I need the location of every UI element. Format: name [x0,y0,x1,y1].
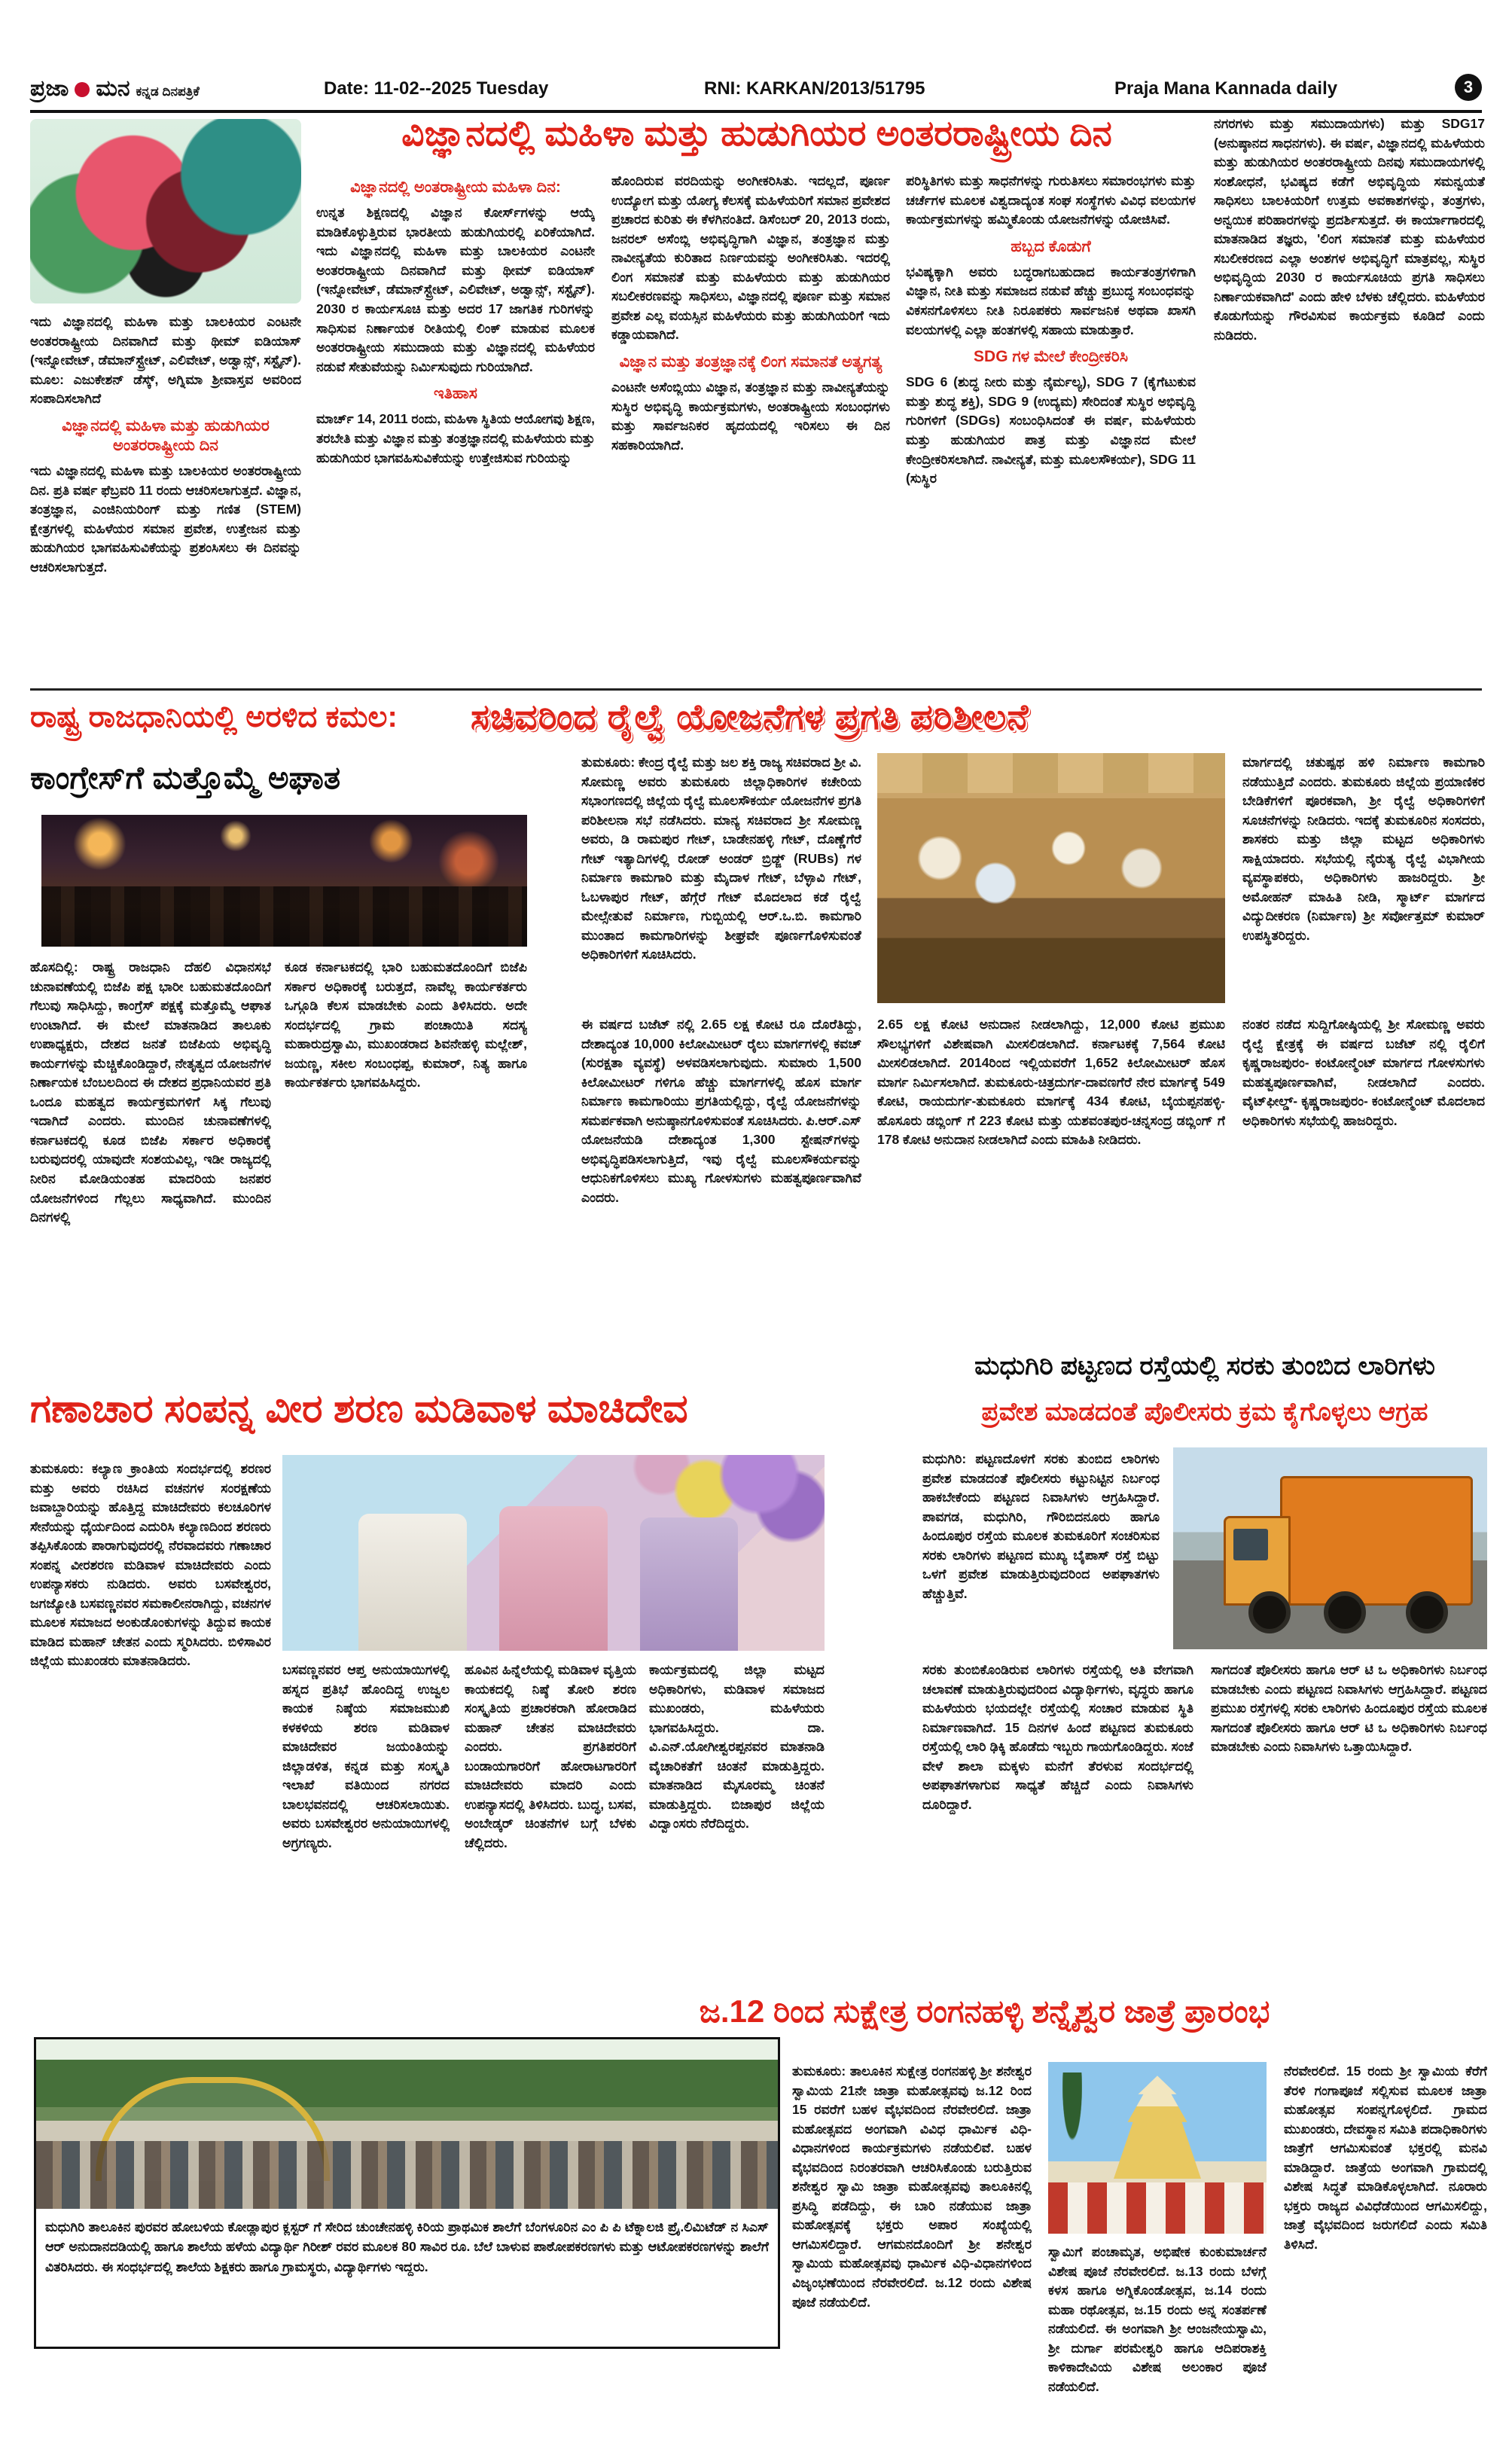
science-col4-subhead1: ಹಬ್ಬದ ಕೊಡುಗೆ [1011,237,1091,255]
science-headline: ವಿಜ್ಞಾನದಲ್ಲಿ ಮಹಿಳಾ ಮತ್ತು ಹುಡುಗಿಯರ ಅಂತರರಾಷ್ಟ್ರೀಯ ದಿನ [401,113,1112,153]
madivala-event-photo [282,1455,825,1651]
science-col4-subhead2: SDG ಗಳ ಮೇಲೆ ಕೇಂದ್ರೀಕರಿಸಿ [974,348,1128,366]
temple-gopuram [1114,2076,1201,2179]
lorry-col3-p: ಸಾಗದಂತೆ ಪೊಲೀಸರು ಹಾಗೂ ಆರ್ ಟಿ ಒ ಅಧಿಕಾರಿಗಳು ನಿರ್ಬಂಧ ಮಾಡಬೇಕು ಎಂದು ಪಟ್ಟಣದ ನಿವಾಸಿಗಳು ಆಗ್ರಹಿಸಿದ್ದಾರೆ. ಪಟ್ಟಣದ ಪ್ರಮುಖ ರಸ್ತೆಗಳಲ್ಲಿ ಸರಕು ಲಾರಿಗಳು ಹಿಂದೂಪುರ ರಸ್ತೆಯ ಮೂಲಕ ಸಾಗದಂತೆ ಪೊಲೀಸರು ಹಾಗೂ ಆರ್ ಟಿ ಒ ಅಧಿಕಾರಿಗಳು ನಿರ್ಬಂಧ ಮಾಡಬೇಕು ಎಂದು ನಿವಾಸಿಗಳು ಒತ್ತಾಯಿಸಿದ್ದಾರೆ. [1211,1662,1487,1755]
masthead [30,72,1482,105]
science-col2 [316,172,595,682]
railway-col2 [581,1015,861,1310]
truck-wheel-mid [1324,1591,1366,1633]
jatra-temple-photo [1048,2062,1267,2234]
science-col2-p2: ಮಾರ್ಚ್ 14, 2011 ರಂದು, ಮಹಿಳಾ ಸ್ಥಿತಿಯ ಆಯೋಗವು ಶಿಕ್ಷಣ, ತರಬೇತಿ ಮತ್ತು ವಿಜ್ಞಾನ ಮತ್ತು ತಂತ್ರಜ್ಞಾನದಲ್ಲಿ ಮಹಿಳೆಯರು ಮತ್ತು ಹುಡುಗಿಯರ ಭಾಗವಹಿಸುವಿಕೆಯನ್ನು ಉತ್ತೇಜಿಸುವ ಗುರಿಯನ್ನು [316,411,595,465]
rni-number: RNI: KARKAN/2013/51795 [704,78,925,99]
issue-date: Date: 11-02--2025 Tuesday [324,78,549,99]
lorry-truck-photo [1173,1447,1487,1649]
logo-text-2: ಮನ [96,76,130,101]
jatra-headline: ಜ.12 ರಿಂದ ಸುಕ್ಷೇತ್ರ ರಂಗನಹಳ್ಳಿ ಶನ್ನೈಶ್ವರ ಜಾತ್ರೆ ಪ್ರಾರಂಭ [699,1993,1270,2029]
madivala-col1 [30,1459,271,1981]
science-col1-subhead: ವಿಜ್ಞಾನದಲ್ಲಿ ಮಹಿಳಾ ಮತ್ತು ಹುಡುಗಿಯರ ಅಂತರರಾಷ್ಟ್ರೀಯ ದಿನ [62,416,270,454]
woman-lavender-sari-figure [640,1517,738,1651]
railway-col3-p: 2.65 ಲಕ್ಷ ಕೋಟಿ ಅನುದಾನ ನೀಡಲಾಗಿದ್ದು, 12,000 ಕೋಟಿ ಪ್ರಮುಖ ಸೌಲಭ್ಯಗಳಿಗೆ ವಿಶೇಷವಾಗಿ ಮೀಸಲಿಡಲಾಗಿದೆ. ಕರ್ನಾಟಕಕ್ಕೆ 7,564 ಕೋಟಿ ಮೀಸಲಿಡಲಾಗಿದೆ. 2014ರಿಂದ ಇಲ್ಲಿಯವರೆಗೆ 1,652 ಕಿಲೋಮೀಟರ್ ಹೊಸ ಮಾರ್ಗ ನಿರ್ಮಿಸಲಾಗಿದೆ. ತುಮಕೂರು-ಚಿತ್ರದುರ್ಗ-ದಾವಣಗೆರೆ ನೇರ ಮಾರ್ಗಕ್ಕೆ 549 ಕೋಟಿ, ರಾಯದುರ್ಗ-ತುಮಕೂರು ಮಾರ್ಗಕ್ಕೆ 434 ಕೋಟಿ, ಬೈಯಪ್ಪನಹಳ್ಳಿ-ಹೊಸೂರು ಡಬ್ಲಿಂಗ್ ಗೆ 223 ಕೋಟಿ ಮತ್ತು ಯಶವಂತಪುರ-ಚನ್ನಸಂದ್ರ ಡಬ್ಲಿಂಗ್ ಗೆ 178 ಕೋಟಿ ಅನುದಾನ ನೀಡಲಾಗಿದೆ ಎಂದು ಮಾಹಿತಿ ನೀಡಿದರು. [877,1017,1225,1148]
school-donation-box [34,2037,780,2349]
congress-headline-black: ಕಾಂಗ್ರೇಸ್‌ಗೆ ಮತ್ತೊಮ್ಮೆ ಅಘಾತ [30,760,341,795]
science-col4-p1: ಪರಿಸ್ಥಿತಿಗಳು ಮತ್ತು ಸಾಧನೆಗಳನ್ನು ಗುರುತಿಸಲು ಸಮಾರಂಭಗಳು ಮತ್ತು ಚರ್ಚೆಗಳ ಮೂಲಕ ವಿಶ್ವದಾದ್ಯಂತ ಸಂಘ ಸಂಸ್ಥೆಗಳು ವಿವಿಧ ವಲಯಗಳ ಕಾರ್ಯಕ್ರಮಗಳನ್ನು ಹಮ್ಮಿಕೊಂಡು ಯೋಜನೆಗಳನ್ನು ಯೋಜಿಸಿವೆ. [906,173,1196,227]
woman-pink-sari-figure [499,1506,608,1651]
science-col3-subhead: ವಿಜ್ಞಾನ ಮತ್ತು ತಂತ್ರಜ್ಞಾನಕ್ಕೆ ಲಿಂಗ ಸಮಾನತೆ ಅತ್ಯಗತ್ಯ [619,352,883,371]
madivala-colB-p: ಬಸವಣ್ಣನವರ ಆಪ್ತ ಅನುಯಾಯಿಗಳಲ್ಲಿ ಹಸ್ನದ ಪ್ರತಿಭೆ ಹೊಂದಿದ್ದ ಉಜ್ವಲ ಕಾಯಕ ನಿಷ್ಠೆಯ ಸಮಾಜಮುಖಿ ಕಳಕಳಿಯ ಶರಣ ಮಡಿವಾಳ ಮಾಚಿದೇವರ ಜಯಂತಿಯನ್ನು ಜಿಲ್ಲಾಡಳಿತ, ಕನ್ನಡ ಮತ್ತು ಸಂಸ್ಕೃತಿ ಇಲಾಖೆ ವತಿಯಿಂದ ನಗರದ ಬಾಲಭವನದಲ್ಲಿ ಆಚರಿಸಲಾಯಿತು. ಅವರು ಬಸವೇಶ್ವರರ ಅನುಯಾಯಿಗಳಲ್ಲಿ ಅಗ್ರಗಣ್ಯರು. [282,1662,450,1850]
congress-headline-red: ರಾಷ್ಟ್ರ ರಾಜಧಾನಿಯಲ್ಲಿ ಅರಳಿದ ಕಮಲ: [30,700,398,734]
science-col1 [30,313,301,682]
science-col4 [906,172,1196,682]
science-col1-p1: ಇದು ವಿಜ್ಞಾನದಲ್ಲಿ ಮಹಿಳಾ ಮತ್ತು ಬಾಲಕಿಯರ ಎಂಟನೇ ಅಂತರರಾಷ್ಟ್ರೀಯ ದಿನವಾಗಿದೆ ಮತ್ತು ಥೀಮ್ ಐಡಿಯಾಸ್ (ಇನ್ನೋವೇಟ್, ಡೆಮಾನ್‌ಸ್ಟ್ರೇಟ್, ಎಲಿವೇಟ್, ಅಡ್ವಾನ್ಸ್, ಸಸ್ಟೈನ್). ಮೂಲ: ಎಜುಕೇಶನ್ ಡೆಸ್ಕ್, ಅಗ್ನಿಮಾ ಶ್ರೀವಾಸ್ತವ ಅವರಿಂದ ಸಂಪಾದಿಸಲಾಗಿದೆ [30,314,301,407]
jatra-col2 [1048,2243,1267,2423]
madivala-headline: ಗಣಾಚಾರ ಸಂಪನ್ನ ವೀರ ಶರಣ ಮಡಿವಾಳ ಮಾಚಿದೇವ [30,1387,688,1431]
truck-cab [1224,1516,1291,1606]
logo-tagline: ಕನ್ನಡ ದಿನಪತ್ರಿಕೆ [136,84,200,99]
school-people-row [36,2141,778,2209]
lorry-col1 [922,1450,1160,1652]
truck-wheel-rear [1406,1591,1448,1633]
science-day-illustration [30,119,301,303]
lorry-col1-p: ಮಧುಗಿರಿ: ಪಟ್ಟಣದೊಳಗೆ ಸರಕು ತುಂಬಿದ ಲಾರಿಗಳು ಪ್ರವೇಶ ಮಾಡದಂತೆ ಪೊಲೀಸರು ಕಟ್ಟುನಿಟ್ಟಿನ ನಿರ್ಬಂಧ ಹಾಕಬೇಕೆಂದು ಪಟ್ಟಣದ ನಿವಾಸಿಗಳು ಆಗ್ರಹಿಸಿದ್ದಾರೆ. ಪಾವಗಡ, ಮಧುಗಿರಿ, ಗೌರಿಬಿದನೂರು ಹಾಗೂ ಹಿಂದೂಪುರ ರಸ್ತೆಯ ಮೂಲಕ ತುಮಕೂರಿಗೆ ಸಂಚರಿಸುವ ಸರಕು ಲಾರಿಗಳು ಪಟ್ಟಣದ ಮುಖ್ಯ ಬೈಪಾಸ್ ರಸ್ತೆ ಬಿಟ್ಟು ಒಳಗೆ ಪ್ರವೇಶ ಮಾಡುತ್ತಿರುವುದರಿಂದ ಅಪಘಾತಗಳು ಹೆಚ್ಚುತ್ತಿವೆ. [922,1451,1160,1601]
congress-col1-p: ಹೊಸದಿಲ್ಲಿ: ರಾಷ್ಟ್ರ ರಾಜಧಾನಿ ದೆಹಲಿ ವಿಧಾನಸಭೆ ಚುನಾವಣೆಯಲ್ಲಿ ಬಿಜೆಪಿ ಪಕ್ಷ ಭಾರೀ ಬಹುಮತದೊಂದಿಗೆ ಗೆಲುವು ಸಾಧಿಸಿದ್ದು, ಕಾಂಗ್ರೆಸ್ ಪಕ್ಷಕ್ಕೆ ಮತ್ತೊಮ್ಮೆ ಆಘಾತ ಉಂಟಾಗಿದೆ. ಈ ಮೇಲೆ ಮಾತನಾಡಿದ ತಾಲೂಕು ಉಪಾಧ್ಯಕ್ಷರು, ದೇಶದ ಜನತೆ ಬಿಜೆಪಿಯ ಅಭಿವೃದ್ಧಿ ಕಾರ್ಯಗಳನ್ನು ಮೆಚ್ಚಿಕೊಂಡಿದ್ದಾರೆ, ನೇತೃತ್ವದ ಯೋಜನೆಗಳ ನಿರ್ಣಾಯಕ ಬೆಂಬಲದಿಂದ ಈ ದೇಶದ ಪ್ರಧಾನಿಯವರ ಪ್ರತಿ ಒಂದೂ ಮಹತ್ವದ ಕಾರ್ಯಕ್ರಮಗಳಿಗೆ ಸಿಕ್ಕ ಗೆಲುವು ಇದಾಗಿದೆ ಎಂದರು. ಮುಂದಿನ ಚುನಾವಣೆಗಳಲ್ಲಿ ಕರ್ನಾಟಕದಲ್ಲಿ ಕೂಡ ಬಿಜೆಪಿ ಸರ್ಕಾರ ಅಧಿಕಾರಕ್ಕೆ ಬರುವುದರಲ್ಲಿ ಯಾವುದೇ ಸಂಶಯವಿಲ್ಲ, ಇಡೀ ರಾಜ್ಯದಲ್ಲಿ ನೀರಿನ ಮೋಡಿಯಂತಹ ಮಾದರಿಯ ಜನಪರ ಯೋಜನೆಗಳಿಂದ ಗೆಲ್ಲಲು ಸಾಧ್ಯವಾಗಿದೆ. ಮುಂದಿನ ದಿನಗಳಲ್ಲಿ [30,959,271,1225]
daily-name: Praja Mana Kannada daily [1114,78,1338,99]
congress-col2 [285,958,527,1310]
temple-striped-wall [1048,2182,1267,2234]
science-col5 [1214,114,1485,682]
jatra-col2-p: ಸ್ವಾಮಿಗೆ ಪಂಚಾಮೃತ, ಅಭಿಷೇಕ ಕುಂಕುಮಾರ್ಚನೆ ವಿಶೇಷ ಪೂಜೆ ನೆರವೇರಲಿದೆ. ಜ.13 ರಂದು ಬೆಳಗ್ಗೆ ಕಳಸ ಹಾಗೂ ಅಗ್ನಿಕೊಂಡೋತ್ಸವ, ಜ.14 ರಂದು ಮಹಾ ರಥೋತ್ಸವ, ಜ.15 ರಂದು ಅನ್ನ ಸಂತರ್ಪಣೆ ನಡೆಯಲಿದೆ. ಈ ಅಂಗವಾಗಿ ಶ್ರೀ ಆಂಜನೇಯಸ್ವಾಮಿ, ಶ್ರೀ ದುರ್ಗಾ ಪರಮೇಶ್ವರಿ ಹಾಗೂ ಆದಿಪರಾಶಕ್ತಿ ಕಾಳಿಕಾದೇವಿಯ ವಿಶೇಷ ಅಲಂಕಾರ ಪೂಜೆ ನಡೆಯಲಿದೆ. [1048,2244,1267,2394]
madivala-colB [282,1661,450,1981]
railway-col2-p: ಈ ವರ್ಷದ ಬಜೆಟ್ ನಲ್ಲಿ 2.65 ಲಕ್ಷ ಕೋಟಿ ರೂ ದೊರೆತಿದ್ದು, ದೇಶಾದ್ಯಂತ 10,000 ಕಿಲೋಮೀಟರ್ ರೈಲು ಮಾರ್ಗಗಳಲ್ಲಿ ಕವಚ್ (ಸುರಕ್ಷತಾ ವ್ಯವಸ್ಥೆ) ಅಳವಡಿಸಲಾಗುವುದು. ಸುಮಾರು 1,500 ಕಿಲೋಮೀಟರ್ ಗಳಿಗೂ ಹೆಚ್ಚು ಮಾರ್ಗಗಳಲ್ಲಿ ಹೊಸ ಮಾರ್ಗ ನಿರ್ಮಾಣ ಕಾಮಗಾರಿಯು ಪ್ರಗತಿಯಲ್ಲಿದ್ದು, ರೈಲ್ವೆ ಯೋಜನೆಗಳನ್ನು ಸಮರ್ಪಕವಾಗಿ ಅನುಷ್ಠಾನಗೊಳಿಸುವಂತೆ ಸೂಚಿಸಿದರು. ಪಿ.ಆರ್.ಎಸ್ ಯೋಜನೆಯಡಿ ದೇಶಾದ್ಯಂತ 1,300 ಸ್ಟೇಷನ್‌ಗಳನ್ನು ಅಭಿವೃದ್ಧಿಪಡಿಸಲಾಗುತ್ತಿದೆ, ಇವು ರೈಲ್ವೆ ಮೂಲಸೌಕರ್ಯವನ್ನು ಆಧುನಿಕಗೊಳಿಸಲು ಮುಖ್ಯ ಗೋಳಸುಗಳು ಮಹತ್ವಪೂರ್ಣವಾಗಿವೆ ಎಂದರು. [581,1017,861,1205]
jatra-col1 [792,2062,1032,2422]
page-number-badge: 3 [1455,74,1482,101]
lorry-col2-p: ಸರಕು ತುಂಬಿಕೊಂಡಿರುವ ಲಾರಿಗಳು ರಸ್ತೆಯಲ್ಲಿ ಅತಿ ವೇಗವಾಗಿ ಚಲಾವಣೆ ಮಾಡುತ್ತಿರುವುದರಿಂದ ವಿದ್ಯಾರ್ಥಿಗಳು, ವೃದ್ಧರು ಹಾಗೂ ಮಹಿಳೆಯರು ಭಯದಲ್ಲೇ ರಸ್ತೆಯಲ್ಲಿ ಸಂಚಾರ ಮಾಡುವ ಸ್ಥಿತಿ ನಿರ್ಮಾಣವಾಗಿದೆ. 15 ದಿನಗಳ ಹಿಂದೆ ಪಟ್ಟಣದ ತುಮಕೂರು ರಸ್ತೆಯಲ್ಲಿ ಲಾರಿ ಢಿಕ್ಕಿ ಹೊಡೆದು ಇಬ್ಬರು ಗಾಯಗೊಂಡಿದ್ದರು. ಸಂಜೆ ವೇಳೆ ಶಾಲಾ ಮಕ್ಕಳು ಮನೆಗೆ ತೆರಳುವ ಸಂದರ್ಭದಲ್ಲಿ ಅಪಘಾತಗಳಾಗುವ ಸಾಧ್ಯತೆ ಹೆಚ್ಚಿದೆ ಎಂದು ನಿವಾಸಿಗಳು ದೂರಿದ್ದಾರೆ. [922,1662,1193,1812]
science-col2-subhead2: ಇತಿಹಾಸ [434,385,477,403]
jatra-col3-p: ನೆರವೇರಲಿದೆ. 15 ರಂದು ಶ್ರೀ ಸ್ವಾಮಿಯ ಕೆರೆಗೆ ತೆರಳಿ ಗಂಗಾಪೂಜೆ ಸಲ್ಲಿಸುವ ಮೂಲಕ ಜಾತ್ರಾ ಮಹೋತ್ಸವ ಸಂಪನ್ನಗೊಳ್ಳಲಿದೆ. ಗ್ರಾಮದ ಮುಖಂಡರು, ದೇವಸ್ಥಾನ ಸಮಿತಿ ಪದಾಧಿಕಾರಿಗಳು ಜಾತ್ರೆಗೆ ಆಗಮಿಸುವಂತೆ ಭಕ್ತರಲ್ಲಿ ಮನವಿ ಮಾಡಿದ್ದಾರೆ. ಜಾತ್ರೆಯ ಅಂಗವಾಗಿ ಗ್ರಾಮದಲ್ಲಿ ವಿಶೇಷ ಸಿದ್ಧತೆ ಮಾಡಿಕೊಳ್ಳಲಾಗಿದೆ. ನೂರಾರು ಭಕ್ತರು ರಾಜ್ಯದ ವಿವಿಧೆಡೆಯಿಂದ ಆಗಮಿಸಲಿದ್ದು, ಜಾತ್ರೆ ವೈಭವದಿಂದ ಜರುಗಲಿದೆ ಎಂದು ಸಮಿತಿ ತಿಳಿಸಿದೆ. [1284,2063,1487,2252]
railway-col4-p: ಮಾರ್ಗದಲ್ಲಿ ಚತುಷ್ಪಥ ಹಳಿ ನಿರ್ಮಾಣ ಕಾಮಗಾರಿ ನಡೆಯುತ್ತಿದೆ ಎಂದರು. ತುಮಕೂರು ಜಿಲ್ಲೆಯ ಪ್ರಯಾಣಿಕರ ಬೇಡಿಕೆಗಳಿಗೆ ಪೂರಕವಾಗಿ, ಶ್ರೀ ರೈಲ್ವೆ ಅಧಿಕಾರಿಗಳಿಗೆ ಸೂಚನೆಗಳನ್ನು ನೀಡಿದರು. ಇದಕ್ಕೆ ತುಮಕೂರಿನ ಸಂಸದರು, ಶಾಸಕರು ಮತ್ತು ಜಿಲ್ಲಾ ಮಟ್ಟದ ಅಧಿಕಾರಿಗಳು ಸಾಕ್ಷಿಯಾದರು. ಸಭೆಯಲ್ಲಿ ನೈರುತ್ಯ ರೈಲ್ವೆ ವಿಭಾಗೀಯ ವ್ಯವಸ್ಥಾಪಕರು, ಅಧಿಕಾರಿಗಳು ಹಾಜರಿದ್ದರು. ಶ್ರೀ ಅಮೋಹನ್ ಮಾಹಿತಿ ನೀಡಿ, ಸ್ಮಾರ್ಟ್ ಮಾರ್ಗದ ವಿದ್ಯುದೀಕರಣ (ನಿರ್ಮಾಣ) ಶ್ರೀ ಸರ್ವೋತ್ತಮ್ ಕುಮಾರ್ ಉಪಸ್ಥಿತರಿದ್ದರು. [1242,755,1485,943]
congress-crowd-photo [41,815,527,947]
school-photo-caption: ಮಧುಗಿರಿ ತಾಲೂಕಿನ ಪುರವರ ಹೋಬಳಿಯ ಕೋಡ್ಲಾಪುರ ಕ್ಲಸ್ಟರ್ ಗೆ ಸೇರಿದ ಚುಂಚೇನಹಳ್ಳಿ ಕಿರಿಯ ಪ್ರಾಥಮಿಕ ಶಾಲೆಗೆ ಬೆಂಗಳೂರಿನ ಎಂ ಪಿ ಪಿ ಟೆಕ್ನಾಲಜಿ ಪ್ರೈ.ಲಿಮಿಟೆಡ್ ನ ಸಿಎಸ್ ಆರ್ ಅನುದಾನದಡಿಯಲ್ಲಿ ಹಾಗೂ ಶಾಲೆಯ ಹಳೆಯ ವಿದ್ಯಾರ್ಥಿ ಗಿರೀಶ್ ರವರ ಮೂಲಕ 80 ಸಾವಿರ ರೂ. ಬೆಲೆ ಬಾಳುವ ಪಾಠೋಪಕರಣಗಳು ಮತ್ತು ಆಟೋಪಕರಣಗಳನ್ನು ಶಾಲೆಗೆ ವಿತರಿಸಿದರು. ಈ ಸಂಧರ್ಭದಲ್ಲಿ ಶಾಲೆಯ ಶಿಕ್ಷಕರು ಹಾಗೂ ಗ್ರಾಮಸ್ಥರು, ವಿದ್ಯಾರ್ಥಿಗಳು ಇದ್ದರು. [45,2219,769,2274]
lorry-col2 [922,1661,1193,1981]
science-col2-subhead1: ವಿಜ್ಞಾನದಲ್ಲಿ ಅಂತರಾಷ್ಟ್ರೀಯ ಮಹಿಳಾ ದಿನ: [350,178,561,196]
congress-col1 [30,958,271,1310]
madivala-colD [649,1661,825,1981]
newspaper-logo [30,76,200,102]
section-divider-1 [30,688,1482,691]
railway-col5 [1242,1015,1485,1310]
madivala-colC-p: ಹೂವಿನ ಹಿನ್ನೆಲೆಯಲ್ಲಿ ಮಡಿವಾಳ ವೃತ್ತಿಯ ಕಾಯಕದಲ್ಲಿ ನಿಷ್ಠೆ ತೋರಿ ಶರಣ ಸಂಸ್ಕೃತಿಯ ಪ್ರಚಾರಕರಾಗಿ ಹೋರಾಡಿದ ಮಹಾನ್ ಚೇತನ ಮಾಚಿದೇವರು ಎಂದರು. ಪ್ರಗತಿಪರರಿಗೆ ಬಂಡಾಯಗಾರರಿಗೆ ಹೋರಾಟಗಾರರಿಗೆ ಮಾಚಿದೇವರು ಮಾದರಿ ಎಂದು ಉಪನ್ಯಾಸದಲ್ಲಿ ತಿಳಿಸಿದರು. ಬುದ್ಧ, ಬಸವ, ಅಂಬೇಡ್ಕರ್ ಚಿಂತನೆಗಳ ಬಗ್ಗೆ ಬೆಳಕು ಚೆಲ್ಲಿದರು. [465,1662,636,1850]
railway-col1-p: ತುಮಕೂರು: ಕೇಂದ್ರ ರೈಲ್ವೆ ಮತ್ತು ಜಲ ಶಕ್ತಿ ರಾಜ್ಯ ಸಚಿವರಾದ ಶ್ರೀ ವಿ. ಸೋಮಣ್ಣ ಅವರು ತುಮಕೂರು ಜಿಲ್ಲಾಧಿಕಾರಿಗಳ ಕಚೇರಿಯ ಸಭಾಂಗಣದಲ್ಲಿ ಜಿಲ್ಲೆಯ ರೈಲ್ವೆ ಮೂಲಸೌಕರ್ಯ ಯೋಜನೆಗಳ ಪ್ರಗತಿ ಪರಿಶೀಲನಾ ಸಭೆ ನಡೆಸಿದರು. ಮಾನ್ಯ ಸಚಿವರಾದ ಶ್ರೀ ಸೋಮಣ್ಣ ಅವರು, ಡಿ ರಾಮಪುರ ಗೇಟ್, ಬಾಡೇನಹಳ್ಳಿ ಗೇಟ್, ದೊಣ್ಣೆಗೆರೆ ಗೇಟ್ ಇತ್ಯಾದಿಗಳಲ್ಲಿ ರೋಡ್ ಅಂಡರ್ ಬ್ರಿಡ್ಜ್ (RUBs) ಗಳ ನಿರ್ಮಾಣ ಕಾಮಗಾರಿ ಮತ್ತು ಮೈದಾಳ ಗೇಟ್, ಬೆಳ್ಳಾವಿ ಗೇಟ್, ಓಬಳಾಪುರ ಗೇಟ್, ಹೆಗ್ಗೆರೆ ಗೇಟ್ ಮೊದಲಾದ ಕಡೆ ರೈಲ್ವೆ ಮೇಲ್ಸೇತುವೆ ನಿರ್ಮಾಣ, ಗುಬ್ಬಿಯಲ್ಲಿ ಆರ್.ಒ.ಬಿ. ಕಾಮಗಾರಿ ಮುಂತಾದ ಕಾಮಗಾರಿಗಳನ್ನು ಶೀಘ್ರವೇ ಪೂರ್ಣಗೊಳಿಸುವಂತೆ ಅಧಿಕಾರಿಗಳಿಗೆ ಸೂಚಿಸಿದರು. [581,755,861,962]
railway-col4 [1242,753,1485,1003]
lorry-headline: ಮಧುಗಿರಿ ಪಟ್ಟಣದ ರಸ್ತೆಯಲ್ಲಿ ಸರಕು ತುಂಬಿದ ಲಾರಿಗಳು [974,1351,1435,1380]
school-donation-photo [36,2039,778,2209]
truck-cargo-body [1280,1476,1473,1606]
railway-col1 [581,753,861,1003]
railway-headline: ಸಚಿವರಿಂದ ರೈಲ್ವೆ ಯೋಜನೆಗಳ ಪ್ರಗತಿ ಪರಿಶೀಲನೆ [471,697,1029,737]
jatra-col1-p: ತುಮಕೂರು: ತಾಲೂಕಿನ ಸುಕ್ಷೇತ್ರ ರಂಗನಹಳ್ಳಿ ಶ್ರೀ ಶನೇಶ್ವರ ಸ್ವಾಮಿಯ 21ನೇ ಜಾತ್ರಾ ಮಹೋತ್ಸವವು ಜ.12 ರಿಂದ 15 ರವರೆಗೆ ಬಹಳ ವೈಭವದಿಂದ ನೆರವೇರಲಿದೆ. ಜಾತ್ರಾ ಮಹೋತ್ಸವದ ಅಂಗವಾಗಿ ವಿವಿಧ ಧಾರ್ಮಿಕ ವಿಧಿ-ವಿಧಾನಗಳಿಂದ ಕಾರ್ಯಕ್ರಮಗಳು ನಡೆಯಲಿವೆ. ಬಹಳ ವೈಭವದಿಂದ ನಿರಂತರವಾಗಿ ಆಚರಿಸಿಕೊಂಡು ಬರುತ್ತಿರುವ ಶನೇಶ್ವರ ಸ್ವಾಮಿ ಜಾತ್ರಾ ಮಹೋತ್ಸವವು ತಾಲೂಕಿನಲ್ಲಿ ಪ್ರಸಿದ್ಧಿ ಪಡೆದಿದ್ದು, ಈ ಬಾರಿ ನಡೆಯುವ ಜಾತ್ರಾ ಮಹೋತ್ಸವಕ್ಕೆ ಭಕ್ತರು ಅಪಾರ ಸಂಖ್ಯೆಯಲ್ಲಿ ಆಗಮಿಸಲಿದ್ದಾರೆ. ಆಗಮನದೊಂದಿಗೆ ಶ್ರೀ ಶನೇಶ್ವರ ಸ್ವಾಮಿಯ ಮಹೋತ್ಸವವು ಧಾರ್ಮಿಕ ವಿಧಿ-ವಿಧಾನಗಳಿಂದ ವಿಜೃಂಭಣೆಯಿಂದ ನೆರವೇರಲಿದೆ. ಜ.12 ರಂದು ವಿಶೇಷ ಪೂಜೆ ನಡೆಯಲಿದೆ. [792,2063,1032,2310]
woman-white-sari-figure [358,1514,467,1651]
railway-col3 [877,1015,1225,1310]
palm-tree [1053,2073,1092,2193]
lorry-col3 [1211,1661,1487,1981]
lorry-subhead: ಪ್ರವೇಶ ಮಾಡದಂತೆ ಪೊಲೀಸರು ಕ್ರಮ ಕೈಗೊಳ್ಳಲು ಆಗ್ರಹ [981,1398,1428,1426]
logo-dot-icon [75,82,90,97]
logo-text-1: ಪ್ರಜಾ [30,76,69,101]
madivala-colD-p: ಕಾರ್ಯಕ್ರಮದಲ್ಲಿ ಜಿಲ್ಲಾ ಮಟ್ಟದ ಅಧಿಕಾರಿಗಳು, ಮಡಿವಾಳ ಸಮಾಜದ ಮುಖಂಡರು, ಮಹಿಳೆಯರು ಭಾಗವಹಿಸಿದ್ದರು. ದಾ. ವಿ.ಎನ್.ಯೋಗೀಶ್ವರಪ್ಪನವರ ಮಾತನಾಡಿ ವೈಚಾರಿಕತೆಗೆ ಚಿಂತನೆ ಮಾಡುತ್ತಿದ್ದರು. ಮಾತನಾಡಿದ ಮೈಸೂರಮ್ಮ ಚಿಂತನೆ ಮಾಡುತ್ತಿದ್ದರು. ಬಿಜಾಪುರ ಜಿಲ್ಲೆಯ ವಿದ್ವಾಂಸರು ನೆರೆದಿದ್ದರು. [649,1662,825,1832]
science-col2-p1: ಉನ್ನತ ಶಿಕ್ಷಣದಲ್ಲಿ ವಿಜ್ಞಾನ ಕೋರ್ಸ್‌ಗಳನ್ನು ಆಯ್ಕೆ ಮಾಡಿಕೊಳ್ಳುತ್ತಿರುವ ಭಾರತೀಯ ಹುಡುಗಿಯರಲ್ಲಿ ಏರಿಕೆಯಾಗಿದೆ. ಇದು ವಿಜ್ಞಾನದಲ್ಲಿ ಮಹಿಳಾ ಮತ್ತು ಬಾಲಕಿಯರ ಎಂಟನೇ ಅಂತರರಾಷ್ಟ್ರೀಯ ದಿನವಾಗಿದೆ ಮತ್ತು ಥೀಮ್ ಐಡಿಯಾಸ್ (ಇನ್ನೋವೇಟ್, ಡೆಮಾನ್‌ಸ್ಟ್ರೇಟ್, ಎಲಿವೇಟ್, ಅಡ್ವಾನ್ಸ್, ಸಸ್ಟೈನ್). 2030 ರ ಕಾರ್ಯಸೂಚಿ ಮತ್ತು ಅದರ 17 ಜಾಗತಿಕ ಗುರಿಗಳನ್ನು ಸಾಧಿಸುವ ನಿರ್ಣಾಯಕ ರೀತಿಯಲ್ಲಿ ಲಿಂಕ್ ಮಾಡುವ ಮೂಲಕ ಅಂತರರಾಷ್ಟ್ರೀಯ ಸಮುದಾಯ ಮತ್ತು ವಿಜ್ಞಾನದಲ್ಲಿ ಮಹಿಳೆಯರ ನಡುವೆ ಸೇತುವೆಯನ್ನು ನಿರ್ಮಿಸುವುದು ಗುರಿಯಾಗಿದೆ. [316,205,595,374]
science-col3-p2: ಎಂಟನೇ ಅಸೆಂಬ್ಲಿಯು ವಿಜ್ಞಾನ, ತಂತ್ರಜ್ಞಾನ ಮತ್ತು ನಾವೀನ್ಯತೆಯನ್ನು ಸುಸ್ಥಿರ ಅಭಿವೃದ್ಧಿ ಕಾರ್ಯಕ್ರಮಗಳು, ಅಂತರಾಷ್ಟ್ರೀಯ ಸಂಬಂಧಗಳು ಮತ್ತು ಸಾರ್ವಜನಿಕರ ಹೃದಯದಲ್ಲಿ ಇರಿಸಲು ಈ ದಿನ ಸಹಕಾರಿಯಾಗಿದೆ. [611,380,890,453]
truck-wheel-front [1248,1591,1291,1633]
railway-col5-p: ನಂತರ ನಡೆದ ಸುದ್ದಿಗೋಷ್ಠಿಯಲ್ಲಿ ಶ್ರೀ ಸೋಮಣ್ಣ ಅವರು ರೈಲ್ವೆ ಕ್ಷೇತ್ರಕ್ಕೆ ಈ ವರ್ಷದ ಬಜೆಟ್ ನಲ್ಲಿ ರೈಲಿಗೆ ಕೃಷ್ಣರಾಜಪುರಂ- ಕಂಟೋನ್ಮೆಂಟ್ ಮಾರ್ಗದ ಗೋಳಸುಗಳು ಮಹತ್ವಪೂರ್ಣವಾಗಿವೆ, ನೀಡಲಾಗಿದೆ ಎಂದರು. ವೈಟ್‌ಫೀಲ್ಡ್- ಕೃಷ್ಣರಾಜಪುರಂ- ಕಂಟೋನ್ಮೆಂಟ್ ಮೊದಲಾದ ಅಧಿಕಾರಿಗಳು ಸಭೆಯಲ್ಲಿ ಹಾಜರಿದ್ದರು. [1242,1017,1485,1128]
science-col3 [611,172,890,682]
jatra-col3 [1284,2062,1487,2423]
science-col4-p3: SDG 6 (ಶುದ್ಧ ನೀರು ಮತ್ತು ನೈರ್ಮಲ್ಯ), SDG 7 (ಕೈಗೆಟುಕುವ ಮತ್ತು ಶುದ್ಧ ಶಕ್ತಿ), SDG 9 (ಉದ್ಯಮ) ಸೇರಿದಂತೆ ಸುಸ್ಥಿರ ಅಭಿವೃದ್ಧಿ ಗುರಿಗಳಿಗೆ (SDGs) ಸಂಬಂಧಿಸಿದಂತೆ ಈ ವರ್ಷ, ಮಹಿಳೆಯರು ಮತ್ತು ಹುಡುಗಿಯರ ಪಾತ್ರ ಮತ್ತು ವಿಜ್ಞಾನದ ಮೇಲೆ ಕೇಂದ್ರೀಕರಿಸಲಾಗಿದೆ. ನಾವೀನ್ಯತೆ, ಮತ್ತು ಮೂಲಸೌಕರ್ಯ), SDG 11 (ಸುಸ್ಥಿರ [906,374,1196,486]
congress-col2-p: ಕೂಡ ಕರ್ನಾಟಕದಲ್ಲಿ ಭಾರಿ ಬಹುಮತದೊಂದಿಗೆ ಬಿಜೆಪಿ ಸರ್ಕಾರ ಅಧಿಕಾರಕ್ಕೆ ಬರುತ್ತದೆ, ನಾವೆಲ್ಲ ಕಾರ್ಯಕರ್ತರು ಒಗ್ಗೂಡಿ ಕೆಲಸ ಮಾಡಬೇಕು ಎಂದು ತಿಳಿಸಿದರು. ಅದೇ ಸಂದರ್ಭದಲ್ಲಿ ಗ್ರಾಮ ಪಂಚಾಯಿತಿ ಸದಸ್ಯ ಮಹಾರುದ್ರಸ್ವಾಮಿ, ಮುಖಂಡರಾದ ಶಿವನೇಹಳ್ಳಿ ಮಲ್ಲೇಶ್, ಜಯಣ್ಣ, ಸಕೀಲ ಸಂಬಂಧಪ್ಪ, ಕುಮಾರ್, ನಿತ್ಯ ಹಾಗೂ ಕಾರ್ಯಕರ್ತರು ಭಾಗವಹಿಸಿದ್ದರು. [285,959,527,1090]
railway-meeting-photo [877,753,1225,1003]
science-col4-p2: ಭವಿಷ್ಯಕ್ಕಾಗಿ ಅವರು ಬದ್ಧರಾಗಬಹುದಾದ ಕಾರ್ಯತಂತ್ರಗಳಿಗಾಗಿ ವಿಜ್ಞಾನ, ನೀತಿ ಮತ್ತು ಸಮಾಜದ ನಡುವೆ ಹೆಚ್ಚು ಪ್ರಬುದ್ಧ ಸಂಬಂಧವನ್ನು ವಿಕಸನಗೊಳಿಸಲು ನೀತಿ ನಿರೂಪಕರು ಸಾರ್ವಜನಿಕ ಅಥವಾ ಖಾಸಗಿ ವಲಯಗಳಲ್ಲಿ ಎಲ್ಲಾ ಹಂತಗಳಲ್ಲಿ ಸಹಾಯ ಮಾಡುತ್ತಾರೆ. [906,264,1196,337]
science-col1-p2: ಇದು ವಿಜ್ಞಾನದಲ್ಲಿ ಮಹಿಳಾ ಮತ್ತು ಬಾಲಕಿಯರ ಅಂತರರಾಷ್ಟ್ರೀಯ ದಿನ. ಪ್ರತಿ ವರ್ಷ ಫೆಬ್ರವರಿ 11 ರಂದು ಆಚರಿಸಲಾಗುತ್ತದೆ. ವಿಜ್ಞಾನ, ತಂತ್ರಜ್ಞಾನ, ಎಂಜಿನಿಯರಿಂಗ್ ಮತ್ತು ಗಣಿತ (STEM) ಕ್ಷೇತ್ರಗಳಲ್ಲಿ ಮಹಿಳೆಯರ ಸಮಾನ ಪ್ರವೇಶ, ಉತ್ತೇಜನ ಮತ್ತು ಹುಡುಗಿಯರ ಭಾಗವಹಿಸುವಿಕೆಯನ್ನು ಪ್ರಶಂಸಿಸಲು ಈ ದಿನವನ್ನು ಆಚರಿಸಲಾಗುತ್ತದೆ. [30,463,301,575]
science-col5-p1: ನಗರಗಳು ಮತ್ತು ಸಮುದಾಯಗಳು) ಮತ್ತು SDG17 (ಅನುಷ್ಠಾನದ ಸಾಧನಗಳು). ಈ ವರ್ಷ, ವಿಜ್ಞಾನದಲ್ಲಿ ಮಹಿಳೆಯರು ಮತ್ತು ಹುಡುಗಿಯರ ಅಂತರರಾಷ್ಟ್ರೀಯ ದಿನವು ಸಮುದಾಯಗಳಲ್ಲಿ ಸಂಶೋಧನೆ, ಭವಿಷ್ಯದ ಕಡೆಗೆ ಅಭಿವೃದ್ಧಿಯ ಸಮನ್ವಯತೆ ಸಾಧಿಸಲು ಬಾಲಕಿಯರಿಗೆ ಉತ್ತಮ ಅವಕಾಶಗಳನ್ನು, ತಂತ್ರಗಳು, ಅನ್ವಯಿಕ ಪರಿಹಾರಗಳನ್ನು ಪ್ರದರ್ಶಿಸುತ್ತದೆ. ಈ ಕಾರ್ಯಾಗಾರದಲ್ಲಿ ಮಾತನಾಡಿದ ತಜ್ಞರು, 'ಲಿಂಗ ಸಮಾನತೆ ಮತ್ತು ಮಹಿಳೆಯರ ಸಬಲೀಕರಣದ ಎಲ್ಲಾ ಅಂಶಗಳ ಅಭಿವೃದ್ಧಿಗೆ ಮಾತ್ರವಲ್ಲ, ಸುಸ್ಥಿರ ಅಭಿವೃದ್ಧಿಯ 2030 ರ ಕಾರ್ಯಸೂಚಿಯ ಪ್ರಗತಿ ಸಾಧಿಸಲು ನಿರ್ಣಾಯಕವಾಗಿದೆ' ಎಂದು ಹೇಳಿ ಬೆಳಕು ಚೆಲ್ಲಿದರು. ಮಹಿಳೆಯರ ಕೊಡುಗೆಯನ್ನು ಗೌರವಿಸುವ ಕಾರ್ಯಕ್ರಮ ಕೂಡಿದೆ ಎಂದು ನುಡಿದರು. [1214,116,1485,343]
science-col3-p1: ಹೊಂದಿರುವ ವರದಿಯನ್ನು ಅಂಗೀಕರಿಸಿತು. ಇದಲ್ಲದೆ, ಪೂರ್ಣ ಉದ್ಯೋಗ ಮತ್ತು ಯೋಗ್ಯ ಕೆಲಸಕ್ಕೆ ಮಹಿಳೆಯರಿಗೆ ಸಮಾನ ಪ್ರವೇಶದ ಪ್ರಚಾರದ ಕುರಿತು ಈ ಕೆಳಗಿನಂತಿದೆ. ಡಿಸೆಂಬರ್ 20, 2013 ರಂದು, ಜನರಲ್ ಅಸೆಂಬ್ಲಿ ಅಭಿವೃದ್ಧಿಗಾಗಿ ವಿಜ್ಞಾನ, ತಂತ್ರಜ್ಞಾನ ಮತ್ತು ನಾವೀನ್ಯತೆಯ ಕುರಿತಾದ ನಿರ್ಣಯವನ್ನು ಅಂಗೀಕರಿಸಿತು. ಇದರಲ್ಲಿ ಲಿಂಗ ಸಮಾನತೆ ಮತ್ತು ಮಹಿಳೆಯರು ಮತ್ತು ಹುಡುಗಿಯರ ಸಬಲೀಕರಣವನ್ನು ಸಾಧಿಸಲು, ವಿಜ್ಞಾನದಲ್ಲಿ ಪೂರ್ಣ ಮತ್ತು ಸಮಾನ ಪ್ರವೇಶ ಎಲ್ಲ ವಯಸ್ಸಿನ ಮಹಿಳೆಯರು ಮತ್ತು ಹುಡುಗಿಯರಿಗೆ ಇದು ಕಡ್ಡಾಯವಾಗಿದೆ. [611,173,890,343]
madivala-colC [465,1661,636,1981]
madivala-col1-p: ತುಮಕೂರು: ಕಲ್ಯಾಣ ಕ್ರಾಂತಿಯ ಸಂದರ್ಭದಲ್ಲಿ ಶರಣರ ಮತ್ತು ಅವರು ರಚಿಸಿದ ವಚನಗಳ ಸಂರಕ್ಷಣೆಯ ಜವಾಬ್ದಾರಿಯನ್ನು ಹೊತ್ತಿದ್ದ ಮಾಚಿದೇವರು ಕಲಚೂರಿಗಳ ಸೇನೆಯನ್ನು ಧೈರ್ಯದಿಂದ ಎದುರಿಸಿ ಕಲ್ಯಾಣದಿಂದ ಶರಣರು ತಪ್ಪಿಸಿಕೊಂಡು ಪಾರಾಗುವುದರಲ್ಲಿ ನೆರವಾದವರು ಗಣಾಚಾರ ಸಂಪನ್ನ ವೀರಶರಣ ಮಡಿವಾಳ ಮಾಚಿದೇವರು ಎಂದು ಉಪನ್ಯಾಸಕರು ನುಡಿದರು. ಅವರು ಬಸವೇಶ್ವರರ, ಜಗಜ್ಯೋತಿ ಬಸವಣ್ಣನವರ ಸಮಕಾಲೀನರಾಗಿದ್ದು, ವಚನಗಳ ಮೂಲಕ ಸಮಾಜದ ಅಂಕುಡೊಂಕುಗಳನ್ನು ತಿದ್ದುವ ಕಾಯಕ ಮಾಡಿದ ಮಹಾನ್ ಚೇತನ ಎಂದು ಸ್ಮರಿಸಿದರು. ಬಿಳಿಸಾವಿರ ಜಿಲ್ಲೆಯ ಮುಖಂಡರು ಮಾತನಾಡಿದರು. [30,1461,271,1669]
